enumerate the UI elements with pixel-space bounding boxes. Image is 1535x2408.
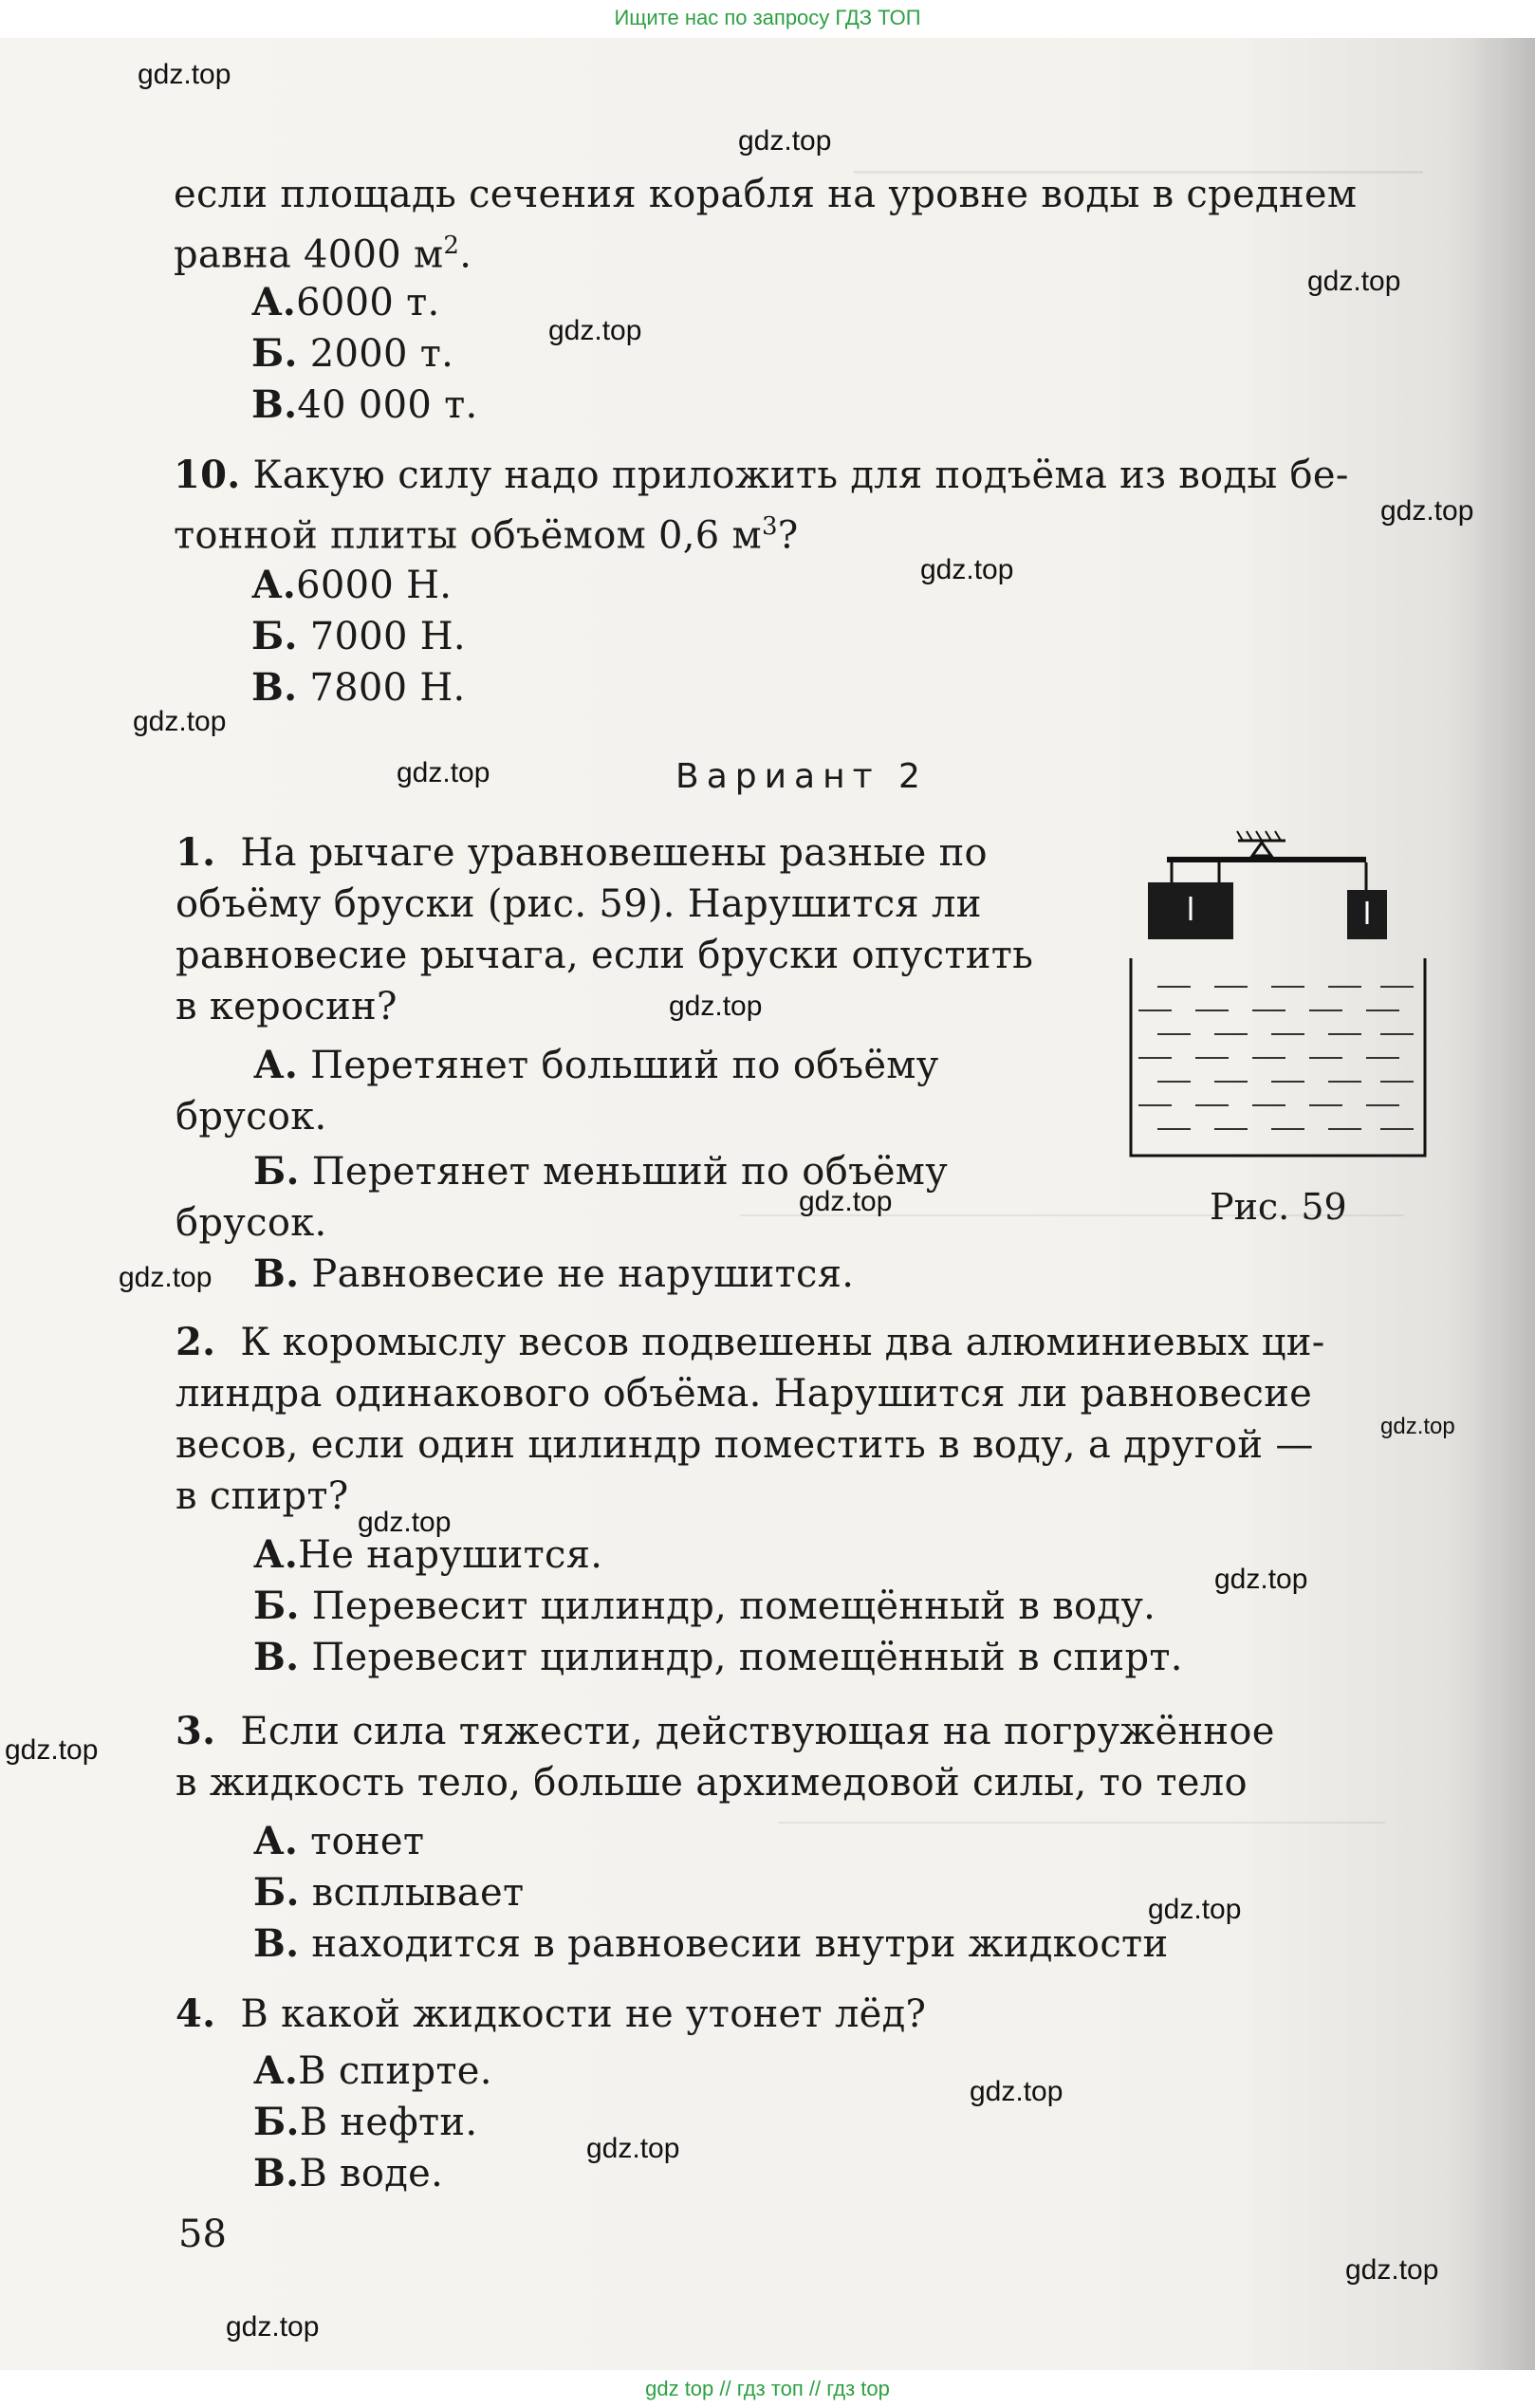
- option-text: тонет: [310, 1820, 425, 1863]
- lever-beam: [1167, 857, 1366, 862]
- q1-option-a-line-2: брусок.: [176, 1095, 327, 1139]
- option-text: Равновесие не нарушится.: [311, 1252, 855, 1296]
- option-text: В воде.: [299, 2152, 444, 2195]
- watermark[interactable]: gdz.top: [548, 315, 642, 346]
- continuation-line-2: [174, 220, 472, 280]
- option-text: В спирте.: [298, 2049, 492, 2093]
- option-letter: А.: [251, 563, 297, 607]
- option-text: Не нарушится.: [298, 1533, 603, 1577]
- bottom-banner[interactable]: gdz top // гдз топ // гдз top: [0, 2370, 1535, 2408]
- watermark[interactable]: gdz.top: [358, 1507, 452, 1538]
- option-text: Перевесит цилиндр, помещённый в воду.: [311, 1584, 1156, 1628]
- q10-option-a: [251, 560, 452, 611]
- q3-line-2: в жидкость тело, больше архимедовой силы, то тело: [176, 1761, 1248, 1805]
- watermark[interactable]: gdz.top: [397, 757, 490, 788]
- q10-line-1: [174, 450, 1349, 501]
- watermark[interactable]: gdz.top: [669, 991, 763, 1022]
- watermark[interactable]: gdz.top: [970, 2076, 1063, 2107]
- q3-text-1: Если сила тяжести, действующая на погружённое: [240, 1710, 1275, 1753]
- q3-option-a: [253, 1816, 424, 1867]
- option-letter: В.: [253, 1635, 300, 1679]
- figure-59-caption: Рис. 59: [1210, 1186, 1347, 1228]
- option-letter: А.: [251, 280, 297, 324]
- top-banner[interactable]: Ищите нас по запросу ГДЗ ТОП: [0, 0, 1535, 38]
- q10-option-c: [251, 662, 466, 713]
- option-letter: А.: [253, 2048, 299, 2093]
- option-letter: В.: [251, 665, 298, 710]
- q3-option-c: [253, 1918, 1168, 1970]
- lever-support-icon: [1237, 831, 1285, 856]
- q10-number: 10.: [174, 453, 241, 497]
- option-letter: А.: [253, 1532, 299, 1577]
- option-text: всплывает: [311, 1871, 525, 1915]
- continuation-line-1: если площадь сечения корабля на уровне воды в среднем: [174, 173, 1358, 216]
- watermark[interactable]: gdz.top: [1307, 266, 1401, 297]
- q10-option-b: [251, 611, 466, 662]
- q2-line-3: весов, если один цилиндр поместить в воду, а другой —: [176, 1423, 1314, 1467]
- option-text: Перетянет больший по объёму: [310, 1044, 939, 1087]
- watermark[interactable]: gdz.top: [1380, 1414, 1455, 1439]
- continuation-line-2-sup: 2: [443, 232, 460, 260]
- watermark[interactable]: gdz.top: [1380, 495, 1474, 527]
- option-text: находится в равновесии внутри жидкости: [311, 1922, 1169, 1966]
- q1-line-3: равновесие рычага, если бруски опустить: [176, 934, 1034, 977]
- option-letter: Б.: [253, 1149, 300, 1194]
- watermark[interactable]: gdz.top: [799, 1186, 893, 1217]
- watermark[interactable]: gdz.top: [738, 125, 832, 157]
- q4-text: В какой жидкости не утонет лёд?: [240, 1992, 927, 2036]
- option-letter: В.: [253, 2151, 300, 2195]
- q2-number: 2.: [176, 1320, 216, 1364]
- watermark[interactable]: gdz.top: [1345, 2254, 1439, 2286]
- watermark[interactable]: gdz.top: [920, 554, 1014, 585]
- q10-line-2: [174, 501, 799, 561]
- option-letter: Б.: [251, 614, 298, 658]
- q1-number: 1.: [176, 830, 216, 875]
- kerosene-vessel: [1131, 958, 1425, 1156]
- watermark[interactable]: gdz.top: [119, 1262, 213, 1293]
- figure-59-lever-diagram: [1119, 825, 1442, 1167]
- option-letter: Б.: [253, 2100, 300, 2144]
- q10-text-2: тонной плиты объёмом 0,6 м: [174, 513, 762, 558]
- option-text: 7800 Н.: [309, 666, 466, 710]
- option-text: 6000 Н.: [296, 564, 453, 607]
- q4-line-1: [176, 1989, 926, 2040]
- watermark[interactable]: gdz.top: [1148, 1894, 1242, 1925]
- q3-number: 3.: [176, 1709, 216, 1753]
- option-text: 7000 Н.: [309, 615, 466, 658]
- q10-end: ?: [777, 513, 799, 558]
- watermark[interactable]: gdz.top: [138, 59, 231, 90]
- q1-option-a-line-1: [253, 1040, 939, 1091]
- option-letter: Б.: [253, 1584, 300, 1628]
- q1-line-2: объёму бруски (рис. 59). Нарушится ли: [176, 882, 982, 926]
- option-letter: В.: [253, 1921, 300, 1966]
- option-text: 6000 т.: [296, 281, 440, 324]
- q4-option-a: [253, 2046, 492, 2097]
- q1-line-4: в керосин?: [176, 985, 398, 1028]
- q2-line-1: [176, 1317, 1325, 1368]
- continuation-option-a: [251, 277, 440, 328]
- q1-line-1: [176, 827, 988, 879]
- q10-text-1: Какую силу надо приложить для подъёма из воды бе-: [252, 454, 1349, 497]
- option-text: Перевесит цилиндр, помещённый в спирт.: [311, 1636, 1183, 1679]
- option-letter: В.: [251, 382, 298, 427]
- q4-number: 4.: [176, 1991, 216, 2036]
- q1-text-1: На рычаге уравновешены разные по: [240, 831, 988, 875]
- q2-option-c: [253, 1632, 1183, 1683]
- watermark[interactable]: gdz.top: [1214, 1564, 1308, 1595]
- q1-option-b-line-2: брусок.: [176, 1201, 327, 1245]
- q3-option-b: [253, 1867, 524, 1918]
- option-letter: А.: [253, 1043, 299, 1087]
- q2-text-1: К коромыслу весов подвешены два алюминиевых ци-: [240, 1321, 1325, 1364]
- watermark[interactable]: gdz.top: [586, 2133, 680, 2164]
- option-text: 40 000 т.: [297, 383, 478, 427]
- q10-sup: 3: [761, 512, 778, 541]
- page-spine-shadow: [1475, 38, 1535, 2370]
- q4-option-b: [253, 2097, 477, 2148]
- q4-option-c: [253, 2148, 443, 2199]
- option-letter: А.: [253, 1819, 299, 1863]
- q1-option-c: [253, 1249, 854, 1300]
- option-text: 2000 т.: [309, 332, 454, 376]
- q2-line-2: линдра одинакового объёма. Нарушится ли равновесие: [176, 1372, 1313, 1416]
- continuation-option-c: [251, 380, 478, 431]
- option-letter: Б.: [253, 1870, 300, 1915]
- watermark[interactable]: gdz.top: [5, 1734, 99, 1766]
- page-number: 58: [178, 2213, 227, 2256]
- watermark[interactable]: gdz.top: [226, 2311, 320, 2343]
- variant-title: Вариант 2: [675, 757, 928, 796]
- option-letter: В.: [253, 1251, 300, 1296]
- continuation-line-2-text: равна 4000 м: [174, 232, 444, 277]
- q3-line-1: [176, 1706, 1275, 1757]
- option-text: Перетянет меньший по объёму: [311, 1150, 949, 1194]
- option-text: В нефти.: [299, 2101, 478, 2144]
- q2-option-b: [253, 1581, 1156, 1632]
- continuation-line-2-end: .: [459, 232, 472, 277]
- continuation-option-b: [251, 328, 453, 380]
- option-letter: Б.: [251, 331, 298, 376]
- watermark[interactable]: gdz.top: [133, 706, 227, 737]
- q2-line-4: в спирт?: [176, 1474, 349, 1518]
